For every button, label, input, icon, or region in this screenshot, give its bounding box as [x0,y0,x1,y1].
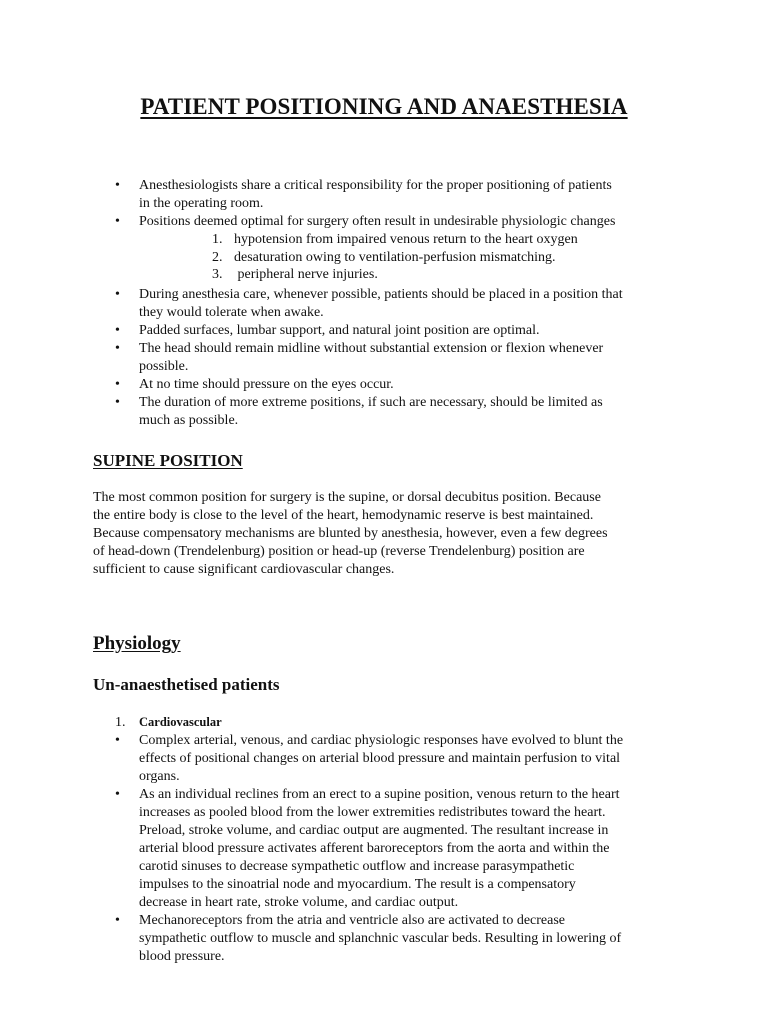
physiology-heading: Physiology [93,633,181,654]
list-item [115,213,685,231]
list-item [115,322,685,340]
item-number: 3. [212,267,223,282]
list-item [115,340,685,376]
bullet-line: they would tolerate when awake. [139,305,324,320]
paragraph-line: the entire body is close to the level of the heart, hemodynamic reserve is best maintained. [93,508,594,523]
cardiovascular-bullet-list [115,732,685,966]
item-number: 1. [115,715,126,730]
physiology-subheading: Un-anaesthetised patients [93,675,280,694]
intro-bullet-list-b [115,286,685,430]
paragraph-line: Because compensatory mechanisms are blunted by anesthesia, however, even a few degrees [93,526,608,541]
supine-paragraph [93,489,683,579]
bullet-line: Mechanoreceptors from the atria and ventricle also are activated to decrease [139,913,566,928]
bullet-line: The duration of more extreme positions, if such are necessary, should be limited as [139,395,603,410]
supine-heading: SUPINE POSITION [93,451,243,470]
bullet-line: Preload, stroke volume, and cardiac output are augmented. The resultant increase in [139,823,609,838]
item-text: desaturation owing to ventilation-perfusion mismatching. [234,249,556,265]
bullet-line: possible. [139,359,189,374]
list-item [115,394,685,430]
bullet-line: Padded surfaces, lumbar support, and natural joint position are optimal. [139,323,540,338]
item-number: 1. [212,232,223,247]
bullet-line: much as possible. [139,413,239,428]
bullet-line: blood pressure. [139,949,225,964]
bullet-line: organs. [139,769,180,784]
page-title: PATIENT POSITIONING AND ANAESTHESIA [140,94,628,119]
list-item [115,732,685,786]
bullet-line: in the operating room. [139,196,264,211]
bullet-line: effects of positional changes on arterial blood pressure and maintain perfusion to vital [139,751,621,766]
list-item [212,231,578,249]
list-item [115,912,685,966]
paragraph-line: sufficient to cause significant cardiovascular changes. [93,562,395,577]
bullet-line: decrease in heart rate, stroke volume, and cardiac output. [139,895,459,910]
bullet-line: sympathetic outflow to muscle and splanchnic vascular beds. Resulting in lowering of [139,931,622,946]
list-item [212,266,578,284]
bullet-line: carotid sinuses to decrease sympathetic outflow and increase parasympathetic [139,859,575,874]
list-item [115,376,685,394]
bullet-line: arterial blood pressure activates afferent baroreceptors from the aorta and within the [139,841,610,856]
paragraph-line: The most common position for surgery is the supine, or dorsal decubitus position. Because [93,490,601,505]
bullet-line: Complex arterial, venous, and cardiac physiologic responses have evolved to blunt the [139,733,624,748]
bullet-line: Anesthesiologists share a critical responsibility for the proper positioning of patients [139,178,612,193]
item-number: 2. [212,249,223,265]
physiologic-changes-list [212,231,578,284]
item-text: hypotension from impaired venous return to the heart oxygen [234,232,578,247]
bullet-line: During anesthesia care, whenever possible, patients should be placed in a position that [139,287,623,302]
list-item [115,286,685,322]
bullet-line: As an individual reclines from an erect to a supine position, venous return to the heart [139,787,620,802]
bullet-line: increases as pooled blood from the lower extremities redistributes toward the heart. [139,805,606,820]
bullet-line: The head should remain midline without substantial extension or flexion whenever [139,341,604,356]
cardiovascular-item [115,714,222,731]
list-item [115,786,685,912]
item-text: peripheral nerve injuries. [234,267,378,282]
paragraph-line: of head-down (Trendelenburg) position or head-up (reverse Trendelenburg) position are [93,544,585,559]
bullet-line: Positions deemed optimal for surgery often result in undesirable physiologic changes [139,214,616,229]
bullet-line: impulses to the sinoatrial node and myocardium. The result is a compensatory [139,877,576,892]
intro-bullet-list-a [115,177,685,231]
list-item [115,177,685,213]
item-label: Cardiovascular [139,715,222,729]
list-item [212,249,578,267]
bullet-line: At no time should pressure on the eyes occur. [139,377,394,392]
